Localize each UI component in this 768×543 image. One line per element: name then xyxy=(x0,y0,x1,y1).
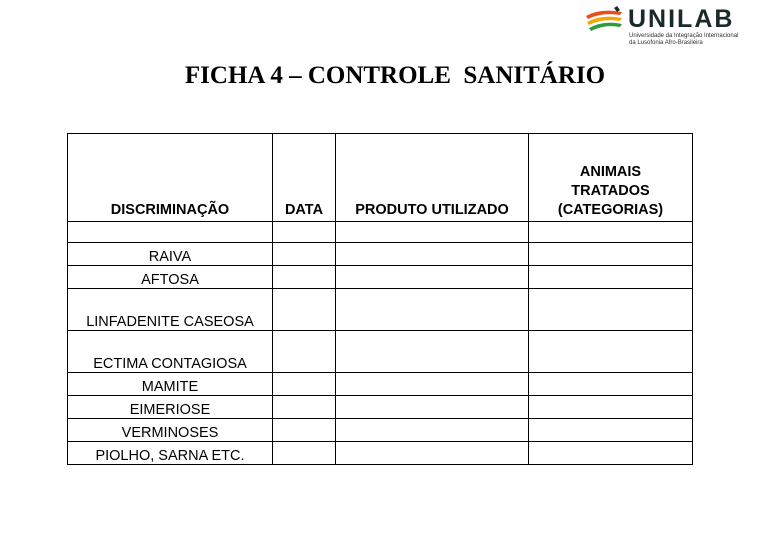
page-title: FICHA 4 – CONTROLE SANITÁRIO xyxy=(184,62,606,89)
row-label xyxy=(68,222,273,243)
cell-animais[interactable] xyxy=(529,222,693,243)
cell-produto[interactable] xyxy=(336,396,529,419)
table-row xyxy=(68,373,693,396)
row-label: EIMERIOSE xyxy=(68,396,273,419)
row-label: LINFADENITE CASEOSA xyxy=(68,289,273,331)
table-row xyxy=(68,396,693,419)
cell-animais[interactable] xyxy=(529,373,693,396)
row-label: VERMINOSES xyxy=(68,419,273,442)
cell-animais[interactable] xyxy=(529,289,693,331)
table-row xyxy=(68,331,693,373)
table-row xyxy=(68,419,693,442)
row-label: PIOLHO, SARNA ETC. xyxy=(68,442,273,465)
logo-subtitle xyxy=(629,33,738,47)
cell-animais[interactable] xyxy=(529,331,693,373)
cell-data[interactable] xyxy=(273,373,336,396)
cell-animais[interactable] xyxy=(529,419,693,442)
row-label: AFTOSA xyxy=(68,266,273,289)
cell-produto[interactable] xyxy=(336,373,529,396)
header-animais-line3: (CATEGORIAS) xyxy=(557,202,664,218)
cell-produto[interactable] xyxy=(336,266,529,289)
cell-produto[interactable] xyxy=(336,243,529,266)
cell-data[interactable] xyxy=(273,222,336,243)
cell-produto[interactable] xyxy=(336,222,529,243)
logo-subtitle-line2: da Lusofonia Afro-Brasileira xyxy=(629,40,703,46)
table-row xyxy=(68,289,693,331)
table-row xyxy=(68,442,693,465)
cell-animais[interactable] xyxy=(529,396,693,419)
header-animais-line1: ANIMAIS xyxy=(579,164,642,180)
cell-produto[interactable] xyxy=(336,442,529,465)
cell-animais[interactable] xyxy=(529,243,693,266)
header-produto: PRODUTO UTILIZADO xyxy=(336,134,529,222)
header-discriminacao: DISCRIMINAÇÃO xyxy=(68,134,273,222)
table-header-row xyxy=(68,134,693,222)
cell-produto[interactable] xyxy=(336,419,529,442)
header-data: DATA xyxy=(273,134,336,222)
unilab-emblem-icon xyxy=(584,6,624,38)
row-label: RAIVA xyxy=(68,243,273,266)
table-row xyxy=(68,266,693,289)
row-label: MAMITE xyxy=(68,373,273,396)
sanitary-control-table xyxy=(67,133,693,465)
table-row xyxy=(68,243,693,266)
cell-data[interactable] xyxy=(273,442,336,465)
cell-data[interactable] xyxy=(273,396,336,419)
header-animais xyxy=(529,134,693,222)
table-row xyxy=(68,222,693,243)
cell-data[interactable] xyxy=(273,419,336,442)
row-label: ECTIMA CONTAGIOSA xyxy=(68,331,273,373)
cell-data[interactable] xyxy=(273,331,336,373)
cell-produto[interactable] xyxy=(336,289,529,331)
logo-wordmark: UNILAB xyxy=(628,5,735,33)
cell-data[interactable] xyxy=(273,289,336,331)
header-animais-line2: TRATADOS xyxy=(571,183,650,199)
unilab-logo xyxy=(584,4,762,50)
cell-produto[interactable] xyxy=(336,331,529,373)
cell-data[interactable] xyxy=(273,266,336,289)
logo-subtitle-line1: Universidade da Integração Internacional xyxy=(629,33,739,39)
cell-data[interactable] xyxy=(273,243,336,266)
cell-animais[interactable] xyxy=(529,266,693,289)
cell-animais[interactable] xyxy=(529,442,693,465)
